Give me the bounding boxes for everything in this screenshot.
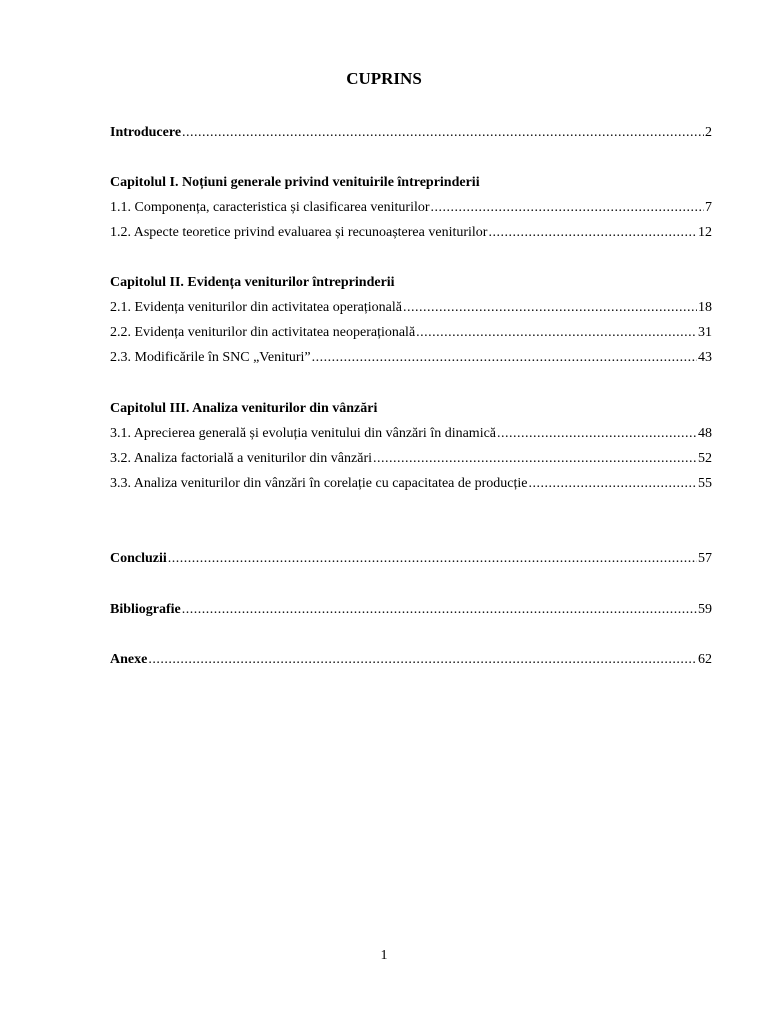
dot-leader	[528, 474, 697, 494]
chapter-heading-1: Capitolul I. Noțiuni generale privind venituirile întreprinderii	[110, 175, 480, 190]
page-title: CUPRINS	[346, 69, 422, 88]
dot-leader	[497, 424, 697, 444]
toc-entry-label: Bibliografie	[110, 602, 181, 617]
toc-entry-page: 55	[698, 476, 712, 491]
toc-entry-page: 12	[698, 225, 712, 240]
toc-entry-3-3[interactable]	[110, 474, 712, 494]
toc-entry-label: 2.1. Evidența veniturilor din activitatea operațională	[110, 300, 402, 315]
toc-entry-page: 7	[705, 200, 712, 215]
toc-entry-label: 2.2. Evidența veniturilor din activitatea neoperațională	[110, 325, 416, 340]
toc-entry-label: 1.2. Aspecte teoretice privind evaluarea și recunoașterea veniturilor	[110, 225, 488, 240]
dot-leader	[168, 549, 697, 569]
toc-entry-page: 59	[698, 602, 712, 617]
dot-leader	[182, 600, 697, 620]
dot-leader	[403, 298, 697, 318]
toc-entry-page: 2	[705, 125, 712, 140]
toc-entry-page: 52	[698, 451, 712, 466]
toc-entry-1-2[interactable]	[110, 223, 712, 243]
toc-entry-label: 2.3. Modificările în SNC „Venituri”	[110, 350, 311, 365]
toc-entry-label: 1.1. Componența, caracteristica și clasificarea veniturilor	[110, 200, 430, 215]
toc-entry-page: 48	[698, 426, 712, 441]
toc-entry-2-3[interactable]	[110, 348, 712, 368]
toc-entry-1-1[interactable]	[110, 198, 712, 218]
dot-leader	[312, 348, 697, 368]
dot-leader	[416, 323, 697, 343]
dot-leader	[148, 650, 697, 670]
toc-entry-page: 62	[698, 652, 712, 667]
toc-entry-label: 3.1. Aprecierea generală și evoluția venitului din vânzări în dinamică	[110, 426, 497, 441]
toc-entry-2-1[interactable]	[110, 298, 712, 318]
toc-entry-concluzii[interactable]	[110, 549, 712, 569]
page-number: 1	[380, 948, 388, 963]
toc-entry-3-1[interactable]	[110, 424, 712, 444]
chapter-heading-3: Capitolul III. Analiza veniturilor din vânzări	[110, 401, 378, 416]
toc-entry-page: 31	[698, 325, 712, 340]
dot-leader	[488, 223, 697, 243]
toc-entry-label: Introducere	[110, 125, 182, 140]
toc-entry-page: 57	[698, 551, 712, 566]
toc-entry-bibliografie[interactable]	[110, 600, 712, 620]
toc-entry-introducere[interactable]	[110, 123, 712, 143]
toc-entry-page: 18	[698, 300, 712, 315]
toc-entry-2-2[interactable]	[110, 323, 712, 343]
toc-entry-label: 3.3. Analiza veniturilor din vânzări în corelație cu capacitatea de producție	[110, 476, 528, 491]
chapter-heading-2: Capitolul II. Evidența veniturilor întreprinderii	[110, 275, 395, 290]
toc-entry-anexe[interactable]	[110, 650, 712, 670]
toc-entry-label: Anexe	[110, 652, 148, 667]
toc-entry-label: 3.2. Analiza factorială a veniturilor din vânzări	[110, 451, 373, 466]
dot-leader	[431, 198, 704, 218]
dot-leader	[373, 449, 697, 469]
toc-entry-3-2[interactable]	[110, 449, 712, 469]
dot-leader	[182, 123, 704, 143]
toc-entry-page: 43	[698, 350, 712, 365]
toc-entry-label: Concluzii	[110, 551, 167, 566]
